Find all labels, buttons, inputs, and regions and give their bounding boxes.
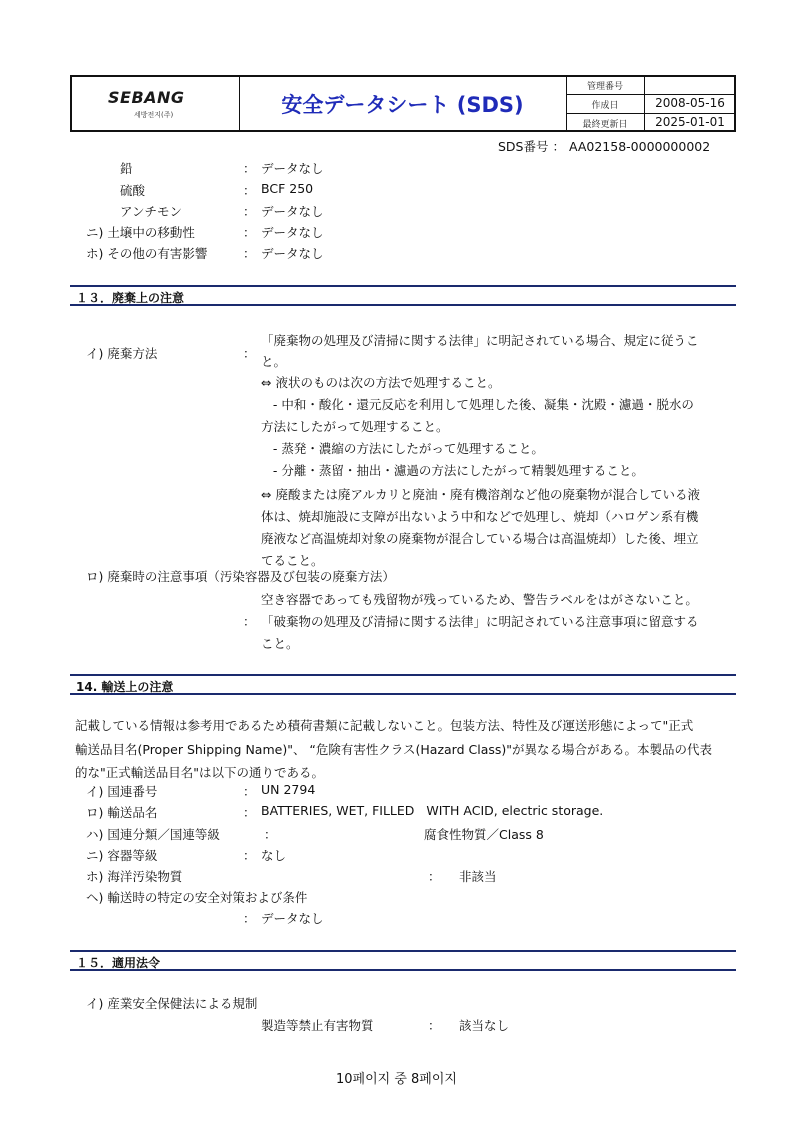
disposal-precautions-line: こと。: [261, 636, 299, 651]
transport-intro-line: 記載している情報は参考用であるため積荷書類に記載しないこと。包装方法、特性及び運送形態によって"正式: [75, 718, 694, 733]
special-precautions-label: ヘ) 輸送時の特定の安全対策および条件: [86, 890, 308, 905]
packing-group-colon: ：: [243, 848, 256, 863]
section-13-title: １３．廃棄上の注意: [76, 291, 185, 305]
soil-mobility-colon: ：: [243, 225, 256, 240]
other-effects-label: ホ) その他の有害影響: [86, 246, 208, 261]
disposal-line: と。: [261, 354, 287, 369]
company-logo-subtitle: 세방전지(주): [134, 111, 174, 119]
ecotox-label-lead: 鉛: [120, 161, 133, 176]
un-number-label: イ) 国連番号: [86, 784, 158, 799]
document-header: [70, 75, 736, 132]
transport-intro-line: 的な"正式輸送品目名"は以下の通りである。: [75, 765, 324, 780]
ecotox-label-antimony: アンチモン: [120, 204, 183, 219]
page-footer: 10페이지 중 8페이지: [336, 1072, 457, 1087]
ecotox-colon: ：: [243, 204, 256, 219]
un-class-colon: ：: [264, 827, 277, 842]
disposal-line: ⇔ 廃酸または廃アルカリと廃油・廃有機溶剤など他の廃棄物が混合している液: [261, 487, 700, 502]
transport-intro-line: 輸送品目名(Proper Shipping Name)"、 “危険有害性クラス(Hazard Class)"が異なる場合がある。本製品の代表: [75, 742, 713, 757]
shipping-name-colon: ：: [243, 805, 256, 820]
ecotox-colon: ：: [243, 161, 256, 176]
marine-pollutant-colon: ：: [428, 869, 441, 884]
disposal-line: 方法にしたがって処理すること。: [261, 419, 449, 434]
prohibited-substance-label: 製造等禁止有害物質: [261, 1018, 374, 1033]
disposal-line: 体は、焼却施設に支障が出ないよう中和などで処理し、焼却（ハロゲン系有機: [261, 509, 699, 524]
un-number-colon: ：: [243, 784, 256, 799]
meta-label-created: 作成日: [591, 101, 619, 111]
disposal-precautions-colon: ：: [243, 614, 256, 629]
disposal-line: - 中和・酸化・還元反応を利用して処理した後、凝集・沈殿・濾過・脱水の: [261, 397, 694, 412]
un-class-value: 腐食性物質／Class 8: [424, 827, 544, 842]
disposal-precautions-line: 空き容器であっても残留物が残っているため、警告ラベルをはがさないこと。: [261, 592, 698, 607]
meta-value-created: 2008-05-16: [655, 96, 725, 110]
disposal-method-colon: ：: [243, 346, 256, 361]
un-number-value: UN 2794: [261, 782, 316, 797]
disposal-line: - 分離・蒸留・抽出・濾過の方法にしたがって精製処理すること。: [261, 463, 644, 478]
disposal-precautions-label: ロ) 廃棄時の注意事項（汚染容器及び包装の廃棄方法）: [86, 569, 395, 584]
packing-group-label: ニ) 容器等級: [86, 848, 158, 863]
ecotox-label-sulfuric: 硫酸: [120, 183, 146, 198]
marine-pollutant-value: 非該当: [459, 869, 497, 884]
section-13-heading: [70, 285, 736, 306]
shipping-name-label: ロ) 輸送品名: [86, 805, 158, 820]
disposal-line: ⇔ 液状のものは次の方法で処理すること。: [261, 375, 501, 390]
sds-number: SDS番号 ： AA02158-0000000002: [498, 139, 711, 154]
soil-mobility-label: ニ) 土壌中の移動性: [86, 225, 195, 240]
disposal-precautions-line: 「破棄物の処理及び清掃に関する法律」に明記されている注意事項に留意する: [261, 614, 699, 629]
soil-mobility-value: データなし: [261, 225, 324, 240]
meta-label-updated: 最終更新日: [582, 120, 628, 130]
section-14-heading: [70, 674, 736, 695]
document-title: 安全データシート (SDS): [281, 93, 524, 117]
un-class-label: ハ) 国連分類／国連等級: [86, 827, 220, 842]
other-effects-colon: ：: [243, 246, 256, 261]
meta-value-updated: 2025-01-01: [655, 115, 725, 129]
packing-group-value: なし: [261, 848, 287, 863]
special-precautions-value: データなし: [261, 911, 324, 926]
shipping-name-value: BATTERIES, WET, FILLED WITH ACID, electric storage.: [261, 803, 604, 818]
other-effects-value: データなし: [261, 246, 324, 261]
disposal-line: てること。: [261, 553, 324, 568]
disposal-line: - 蒸発・濃縮の方法にしたがって処理すること。: [261, 441, 544, 456]
section-15-heading: [70, 950, 736, 971]
ecotox-colon: ：: [243, 183, 256, 198]
ecotox-value-sulfuric: BCF 250: [261, 181, 314, 196]
section-15-title: １５．適用法令: [76, 956, 161, 970]
ecotox-value-lead: データなし: [261, 161, 324, 176]
prohibited-substance-colon: ：: [428, 1018, 441, 1033]
osh-law-label: イ) 産業安全保健法による規制: [86, 996, 258, 1011]
disposal-line: 廃液など高温焼却対象の廃棄物が混合している場合は高温焼却）した後、埋立: [261, 531, 699, 546]
disposal-line: 「廃棄物の処理及び清掃に関する法律」に明記されている場合、規定に従うこ: [261, 333, 699, 348]
company-logo: SEBANG: [108, 88, 185, 107]
disposal-method-label: イ) 廃棄方法: [86, 346, 158, 361]
ecotox-value-antimony: データなし: [261, 204, 324, 219]
marine-pollutant-label: ホ) 海洋汚染物質: [86, 869, 183, 884]
section-14-title: 14. 輸送上の注意: [76, 680, 174, 694]
prohibited-substance-value: 該当なし: [459, 1018, 510, 1033]
special-precautions-colon: ：: [243, 911, 256, 926]
meta-label-management-no: 管理番号: [586, 82, 623, 92]
